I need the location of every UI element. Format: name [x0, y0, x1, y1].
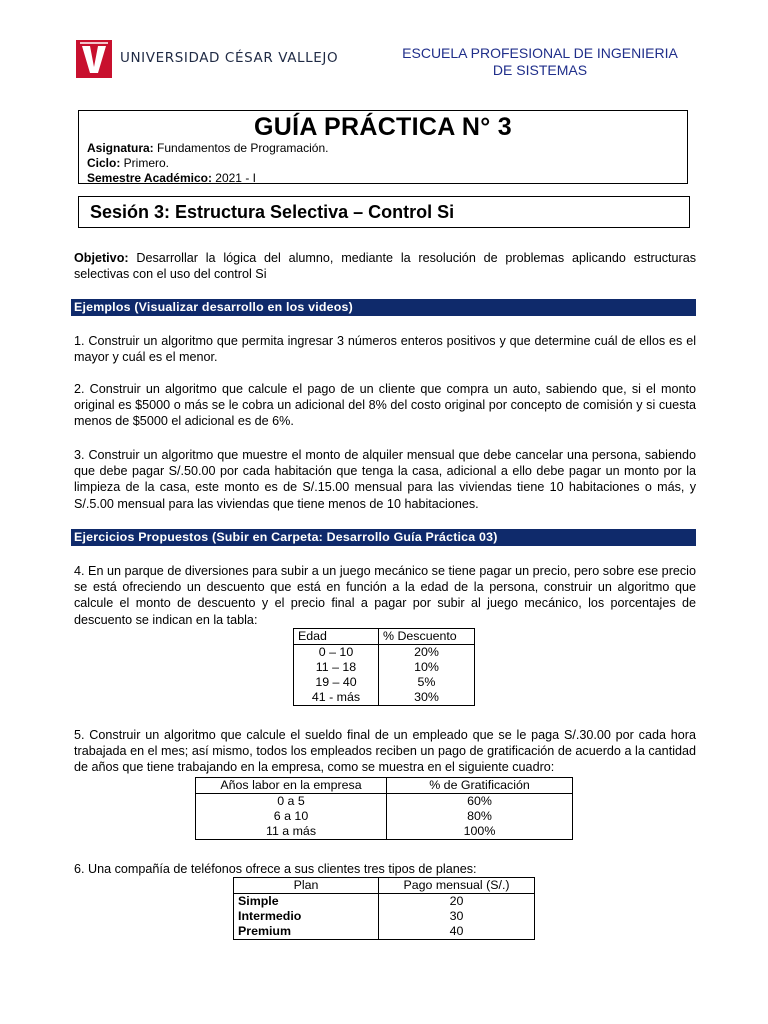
table-cell: 30% — [379, 690, 475, 706]
table-header-cell: Edad — [294, 629, 379, 645]
table-cell: 20 — [379, 894, 535, 910]
table-cell: 60% — [387, 794, 573, 810]
table-row — [234, 924, 535, 940]
section-bar-examples: Ejemplos (Visualizar desarrollo en los videos) — [71, 299, 696, 316]
table-row — [294, 660, 475, 675]
table-cell: 100% — [387, 824, 573, 840]
table-cell: 80% — [387, 809, 573, 824]
table-row — [294, 675, 475, 690]
table-row — [234, 894, 535, 910]
school-line-1: ESCUELA PROFESIONAL DE INGENIERIA — [402, 45, 678, 61]
problem-3: 3. Construir un algoritmo que muestre el monto de alquiler mensual que debe cancelar una persona, sabiendo que debe pagar S/.50.00 por cada habitación que tenga la casa, adicional a ello debe pagar un monto por la limpieza de la casa, este monto es de S/.15.00 mensual para las viviendas tiene 10 habitaciones o más, y S/.5.00 mensual para las viviendas que tiene menos de 10 habitaciones. — [74, 448, 696, 511]
table-row — [196, 794, 573, 810]
asignatura-value: Fundamentos de Programación. — [153, 141, 329, 155]
table-cell: 6 a 10 — [196, 809, 387, 824]
table-header-cell: % de Gratificación — [387, 778, 573, 794]
table-cell: Simple — [234, 894, 379, 910]
table-row — [196, 824, 573, 840]
ciclo-label: Ciclo: — [87, 156, 121, 170]
session-title: Sesión 3: Estructura Selectiva – Control Si — [90, 202, 455, 222]
discount-table — [293, 628, 475, 706]
table-cell: 11 a más — [196, 824, 387, 840]
section-bar-exercises: Ejercicios Propuestos (Subir en Carpeta: Desarrollo Guía Práctica 03) — [71, 529, 696, 546]
objective-text: Desarrollar la lógica del alumno, mediante la resolución de problemas aplicando estructuras selectivas con el uso del control Si — [74, 251, 696, 282]
problem-1: 1. Construir un algoritmo que permita ingresar 3 números enteros positivos y que determine cuál de ellos es el mayor y cuál es el menor. — [74, 334, 696, 365]
table-header-cell: Pago mensual (S/.) — [379, 878, 535, 894]
objective-label: Objetivo: — [74, 251, 129, 265]
table-cell: 30 — [379, 909, 535, 924]
problem-5: 5. Construir un algoritmo que calcule el sueldo final de un empleado que se le paga S/.30.00 por cada hora trabajada en el mes; así mismo, todos los empleados reciben un pago de gratificación de acuerdo a la cantidad de años que tiene trabajando en la empresa, como se muestra en el siguiente cuadro: — [74, 728, 696, 775]
table-cell: 10% — [379, 660, 475, 675]
asignatura-label: Asignatura: — [87, 141, 154, 155]
table-header-row — [294, 629, 475, 645]
guide-title: GUÍA PRÁCTICA N° 3 — [254, 113, 512, 141]
university-name: UNIVERSIDAD CÉSAR VALLEJO — [120, 50, 339, 66]
guide-info-box — [78, 110, 688, 184]
semestre-label: Semestre Académico: — [87, 171, 212, 185]
plans-table — [233, 877, 535, 940]
table-cell: 19 – 40 — [294, 675, 379, 690]
table-row — [294, 645, 475, 661]
table-header-row — [234, 878, 535, 894]
table-header-cell: Plan — [234, 878, 379, 894]
ciclo-line — [87, 156, 169, 170]
table-row — [234, 909, 535, 924]
problem-4: 4. En un parque de diversiones para subir a un juego mecánico se tiene pagar un precio, pero sobre ese precio se está ofreciendo un descuento que está en función a la edad de la persona, construir un algoritmo que calcule el monto de descuento y el precio final a pagar por subir al juego mecánico, los porcentajes de descuento se indican en la tabla: — [74, 564, 696, 627]
table-row — [294, 690, 475, 706]
school-name — [400, 45, 680, 79]
table-header-cell: % Descuento — [379, 629, 475, 645]
gratification-table — [195, 777, 573, 840]
table-cell: 20% — [379, 645, 475, 661]
problem-2: 2. Construir un algoritmo que calcule el pago de un cliente que compra un auto, sabiendo que, si el monto original es $5000 o más se le cobra un adicional del 8% del costo original por concepto de comisión y si cuesta menos de $5000 el adicional es de 6%. — [74, 382, 696, 429]
table-cell: 40 — [379, 924, 535, 940]
table-cell: 5% — [379, 675, 475, 690]
table-cell: 0 a 5 — [196, 794, 387, 810]
ciclo-value: Primero. — [120, 156, 170, 170]
table-cell: 11 – 18 — [294, 660, 379, 675]
table-cell: 0 – 10 — [294, 645, 379, 661]
table-header-cell: Años labor en la empresa — [196, 778, 387, 794]
semestre-line — [87, 171, 256, 185]
semestre-value: 2021 - I — [211, 171, 256, 185]
table-cell: 41 - más — [294, 690, 379, 706]
session-box — [78, 196, 690, 228]
table-cell: Intermedio — [234, 909, 379, 924]
table-cell: Premium — [234, 924, 379, 940]
table-row — [196, 809, 573, 824]
asignatura-line — [87, 141, 328, 155]
objective-paragraph — [74, 250, 696, 282]
problem-6: 6. Una compañía de teléfonos ofrece a sus clientes tres tipos de planes: — [74, 862, 477, 876]
table-header-row — [196, 778, 573, 794]
school-line-2: DE SISTEMAS — [492, 62, 588, 78]
